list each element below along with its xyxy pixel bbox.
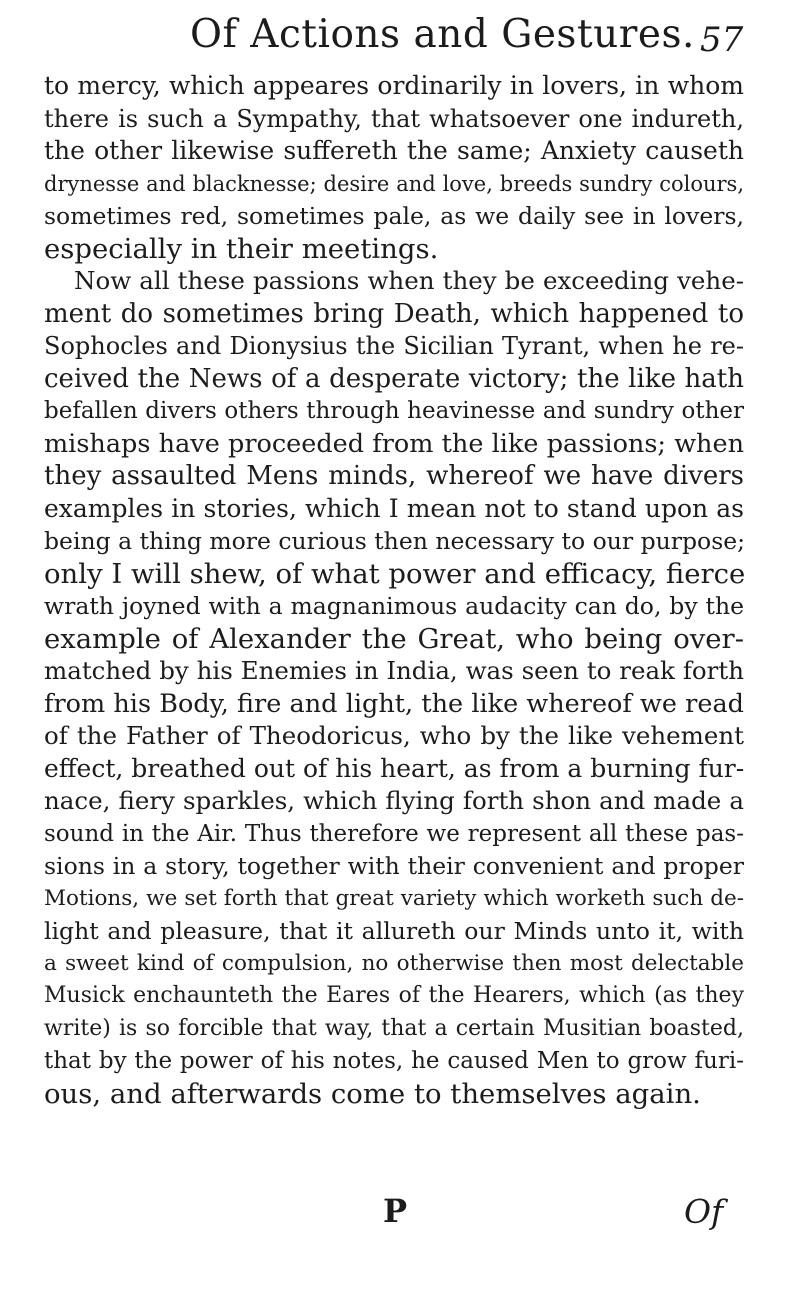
text-line: sions in a story, together with their convenient and proper (44, 852, 744, 880)
text-line: Musick enchaunteth the Eares of the Hearers, which (as they (44, 983, 744, 1008)
text-line: wrath joyned with a magnanimous audacity can do, by the (44, 592, 744, 620)
text-line: to mercy, which appeares ordinarily in lovers, in whom (44, 71, 744, 100)
text-line: example of Alexander the Great, who being over- (44, 622, 744, 655)
text-line: light and pleasure, that it allureth our Minds unto it, with (44, 917, 744, 945)
text-line: there is such a Sympathy, that whatsoever one indureth, (44, 104, 744, 133)
body-text (44, 70, 744, 1110)
text-line: especially in their meetings. (44, 232, 439, 265)
running-head (0, 12, 800, 72)
text-line: being a thing more curious then necessary to our purpose; (44, 527, 746, 555)
text-line: sound in the Air. Thus therefore we represent all these pas- (44, 820, 744, 847)
text-line: effect, breathed out of his heart, as from a burning fur- (44, 753, 745, 783)
text-line: from his Body, fire and light, the like whereof we read (44, 688, 744, 719)
text-line: Motions, we set forth that great variety which worketh such de- (44, 885, 744, 911)
text-line: that by the power of his notes, he caused Men to grow furi- (44, 1048, 744, 1074)
text-line: befallen divers others through heavinesse and sundry other (44, 398, 744, 424)
text-line: mishaps have proceeded from the like passions; when (44, 428, 744, 459)
text-line: drynesse and blacknesse; desire and love, breeds sundry colours, (44, 171, 744, 196)
text-line: ment do sometimes bring Death, which happened to (44, 298, 744, 329)
page-number: 57 (700, 20, 744, 60)
text-line: matched by his Enemies in India, was seen to reak forth (44, 656, 744, 685)
text-line: a sweet kind of compulsion, no otherwise then most delectable (44, 950, 744, 976)
text-line: examples in stories, which I mean not to stand upon as (44, 493, 744, 523)
page-title: Of Actions and Gestures. (190, 12, 695, 57)
text-line: Sophocles and Dionysius the Sicilian Tyrant, when he re- (44, 332, 744, 360)
text-line: sometimes red, sometimes pale, as we daily see in lovers, (44, 202, 744, 230)
text-line: of the Father of Theodoricus, who by the like vehement (44, 721, 744, 750)
signature-mark: P (383, 1192, 408, 1230)
text-line: only I will shew, of what power and efficacy, fierce (44, 557, 746, 590)
page-footer (0, 1192, 800, 1242)
text-line: nace, fiery sparkles, which flying forth shon and made a (44, 786, 744, 815)
text-line: ceived the News of a desperate victory; the like hath (44, 363, 744, 394)
text-line: the other likewise suffereth the same; Anxiety causeth (44, 136, 744, 165)
text-line: they assaulted Mens minds, whereof we have divers (44, 461, 744, 491)
text-line: Now all these passions when they be exceeding vehe- (74, 266, 744, 295)
text-line: write) is so forcible that way, that a certain Musitian boasted, (44, 1015, 744, 1041)
text-line: ous, and afterwards come to themselves again. (44, 1077, 701, 1110)
catchword: Of (684, 1192, 724, 1231)
